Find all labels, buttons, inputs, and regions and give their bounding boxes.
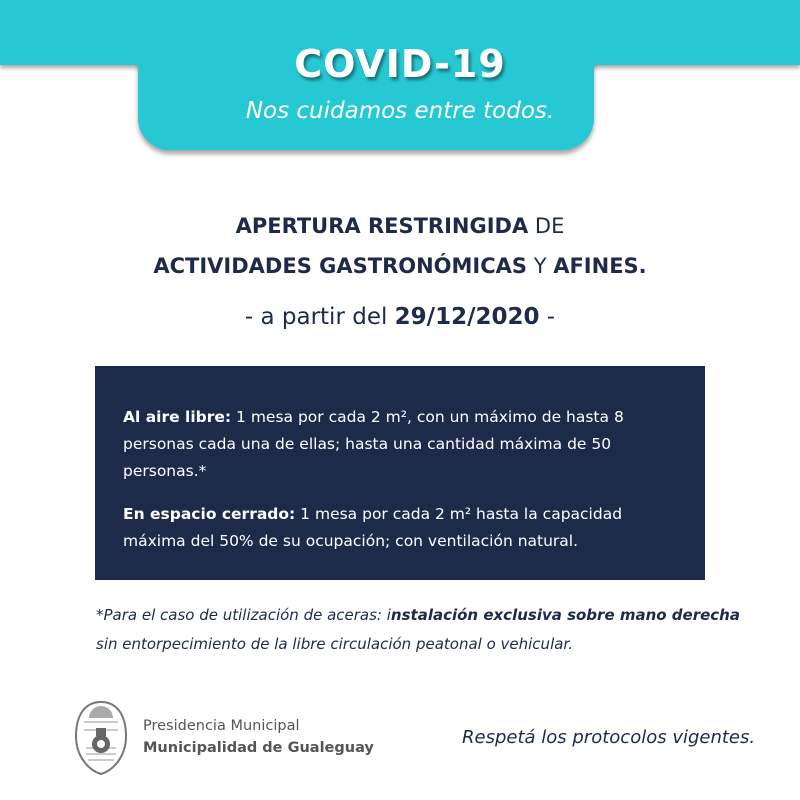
date-prefix: - a partir del (244, 304, 395, 330)
rule-text: 1 mesa por cada 2 m² hasta la capacidad máxima del 50% de su ocupación; con ventilación natural. (123, 505, 623, 550)
header-title: COVID-19 (294, 42, 506, 86)
rule-indoor (123, 501, 677, 555)
date-suffix: - (539, 304, 556, 330)
heading-bold: AFINES. (553, 254, 647, 278)
heading-text: Y (527, 254, 554, 278)
heading-bold: ACTIVIDADES GASTRONÓMICAS (153, 254, 528, 278)
org-line-2: Municipalidad de Gualeguay (143, 740, 374, 756)
rule-text: 1 mesa por cada 2 m², con un máximo de hasta 8 personas cada una de ellas; hasta una cantidad máxima de 50 personas.* (123, 408, 624, 480)
note-text: *Para el caso de utilización de aceras: i (96, 606, 391, 624)
rule-outdoor (123, 404, 677, 485)
heading-bold: APERTURA RESTRINGIDA (235, 214, 529, 238)
note-text: sin entorpecimiento de la libre circulación peatonal o vehicular. (96, 635, 573, 653)
org-line-1: Presidencia Municipal (143, 718, 300, 734)
rules-box (95, 366, 705, 580)
rule-label: En espacio cerrado: (123, 505, 296, 523)
note-bold: nstalación exclusiva sobre mano derecha (390, 606, 740, 624)
slogan: Respetá los protocolos vigentes. (462, 727, 756, 748)
header-subtitle: Nos cuidamos entre todos. (245, 98, 555, 124)
heading-line-1 (0, 214, 800, 238)
heading-text: DE (528, 214, 565, 238)
start-date (0, 304, 800, 330)
municipal-seal-logo (74, 700, 128, 776)
heading-line-2 (0, 254, 800, 278)
date-value: 29/12/2020 (394, 304, 540, 330)
rule-label: Al aire libre: (123, 408, 232, 426)
footnote (96, 601, 740, 659)
